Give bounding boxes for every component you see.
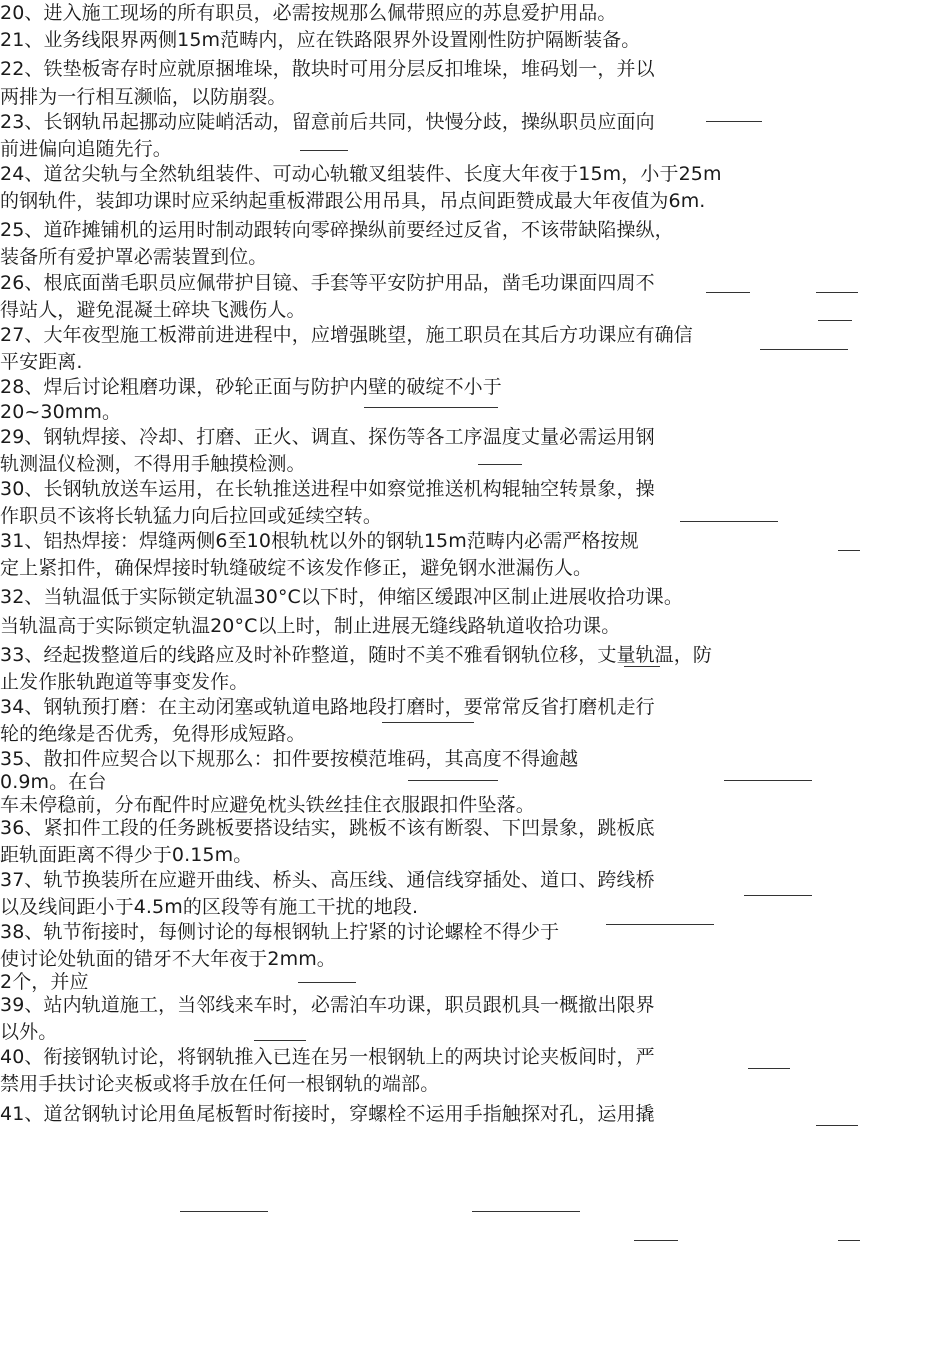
fill-in-blank-line xyxy=(838,1240,860,1241)
text-line: 0.9m。在台 xyxy=(0,771,107,793)
text-line: 20~30mm。 xyxy=(0,401,122,423)
text-line: 禁用手扶讨论夹板或将手放在任何一根钢轨的端部。 xyxy=(0,1073,440,1095)
text-line: 两排为一行相互濒临，以防崩裂。 xyxy=(0,86,287,108)
text-line: 止发作胀轨跑道等事变发作。 xyxy=(0,671,249,693)
fill-in-blank-line xyxy=(818,320,852,321)
text-line: 使讨论处轨面的错牙不大年夜于2mm。 xyxy=(0,948,336,970)
fill-in-blank-line xyxy=(478,464,522,465)
text-line: 29、钢轨焊接、冷却、打磨、正火、调直、探伤等各工序温度丈量必需运用钢 xyxy=(0,426,655,448)
fill-in-blank-line xyxy=(364,407,498,408)
text-line: 21、业务线限界两侧15m范畴内，应在铁路限界外设置刚性防护隔断装备。 xyxy=(0,29,641,51)
text-line: 20、进入施工现场的所有职员，必需按规那么佩带照应的苏息爱护用品。 xyxy=(0,2,617,24)
text-line: 车未停稳前，分布配件时应避免枕头铁丝挂住衣服跟扣件坠落。 xyxy=(0,794,535,816)
fill-in-blank-line xyxy=(706,292,750,293)
fill-in-blank-line xyxy=(724,780,812,781)
text-line: 38、轨节衔接时，每侧讨论的每根钢轨上拧紧的讨论螺栓不得少于 xyxy=(0,921,560,943)
fill-in-blank-line xyxy=(408,780,498,781)
text-line: 26、根底面凿毛职员应佩带护目镜、手套等平安防护用品，凿毛功课面四周不 xyxy=(0,272,655,294)
fill-in-blank-line xyxy=(838,550,860,551)
text-line: 25、道砟摊铺机的运用时制动跟转向零碎操纵前要经过反省，不该带缺陷操纵， xyxy=(0,219,674,241)
fill-in-blank-line xyxy=(706,121,762,122)
text-line: 31、铝热焊接：焊缝两侧6至10根轨枕以外的钢轨15m范畴内必需严格按规 xyxy=(0,530,639,552)
text-line: 41、道岔钢轨讨论用鱼尾板暂时衔接时，穿螺栓不运用手指触探对孔，运用撬 xyxy=(0,1103,655,1125)
fill-in-blank-line xyxy=(816,1125,858,1126)
text-line: 得站人，避免混凝土碎块飞溅伤人。 xyxy=(0,299,306,321)
text-line: 装备所有爱护罩必需装置到位。 xyxy=(0,246,268,268)
fill-in-blank-line xyxy=(254,1040,306,1041)
text-line: 28、焊后讨论粗磨功课，砂轮正面与防护内壁的破绽不小于 xyxy=(0,376,502,398)
text-line: 22、铁垫板寄存时应就原捆堆垛，散块时可用分层反扣堆垛，堆码划一，并以 xyxy=(0,58,655,80)
text-line: 23、长钢轨吊起挪动应陡峭活动，留意前后共同，快慢分歧，操纵职员应面向 xyxy=(0,111,655,133)
text-line: 距轨面距离不得少于0.15m。 xyxy=(0,844,253,866)
text-line: 37、轨节换装所在应避开曲线、桥头、高压线、通信线穿插处、道口、跨线桥 xyxy=(0,869,655,891)
text-line: 24、道岔尖轨与全然轨组装件、可动心轨辙叉组装件、长度大年夜于15m，小于25m xyxy=(0,163,722,185)
text-line: 30、长钢轨放送车运用，在长轨推送进程中如察觉推送机构辊轴空转景象，操 xyxy=(0,478,655,500)
fill-in-blank-line xyxy=(624,666,660,667)
fill-in-blank-line xyxy=(606,924,714,925)
text-line: 作职员不该将长轨猛力向后拉回或延续空转。 xyxy=(0,505,383,527)
text-line: 前进偏向追随先行。 xyxy=(0,138,172,160)
text-line: 35、散扣件应契合以下规那么：扣件要按模范堆码，其高度不得逾越 xyxy=(0,748,579,770)
text-line: 定上紧扣件，确保焊接时轨缝破绽不该发作修正，避免钢水泄漏伤人。 xyxy=(0,557,593,579)
fill-in-blank-line xyxy=(382,722,474,723)
text-line: 34、钢轨预打磨：在主动闭塞或轨道电路地段打磨时，要常常反省打磨机走行 xyxy=(0,696,655,718)
text-line: 的钢轨件，装卸功课时应采纳起重板滞跟公用吊具，吊点间距赞成最大年夜值为6m. xyxy=(0,190,706,212)
text-line: 2个，并应 xyxy=(0,971,89,993)
fill-in-blank-line xyxy=(180,1211,268,1212)
text-line: 轮的绝缘是否优秀，免得形成短路。 xyxy=(0,723,306,745)
text-line: 36、紧扣件工段的任务跳板要搭设结实，跳板不该有断裂、下凹景象，跳板底 xyxy=(0,817,655,839)
fill-in-blank-line xyxy=(816,292,858,293)
text-line: 32、当轨温低于实际锁定轨温30°C以下时，伸缩区缓跟冲区制止进展收拾功课。 xyxy=(0,586,683,608)
text-line: 39、站内轨道施工，当邻线来车时，必需泊车功课，职员跟机具一概撤出限界 xyxy=(0,994,655,1016)
text-line: 40、衔接钢轨讨论，将钢轨推入已连在另一根钢轨上的两块讨论夹板间时，严 xyxy=(0,1046,655,1068)
text-line: 轨测温仪检测，不得用手触摸检测。 xyxy=(0,453,306,475)
fill-in-blank-line xyxy=(298,982,356,983)
fill-in-blank-line xyxy=(760,349,848,350)
text-line: 以及线间距小于4.5m的区段等有施工干扰的地段. xyxy=(0,896,419,918)
text-line: 33、经起拨整道后的线路应及时补砟整道，随时不美不雅看钢轨位移，丈量轨温，防 xyxy=(0,644,712,666)
fill-in-blank-line xyxy=(472,1211,580,1212)
fill-in-blank-line xyxy=(300,150,348,151)
fill-in-blank-line xyxy=(680,521,778,522)
text-line: 当轨温高于实际锁定轨温20°C以上时，制止进展无缝线路轨道收拾功课。 xyxy=(0,615,621,637)
text-line: 平安距离. xyxy=(0,351,83,373)
text-line: 以外。 xyxy=(0,1021,58,1043)
text-line: 27、大年夜型施工板滞前进进程中，应增强眺望，施工职员在其后方功课应有确信 xyxy=(0,324,693,346)
fill-in-blank-line xyxy=(634,1240,678,1241)
fill-in-blank-line xyxy=(744,895,812,896)
fill-in-blank-line xyxy=(748,1068,790,1069)
